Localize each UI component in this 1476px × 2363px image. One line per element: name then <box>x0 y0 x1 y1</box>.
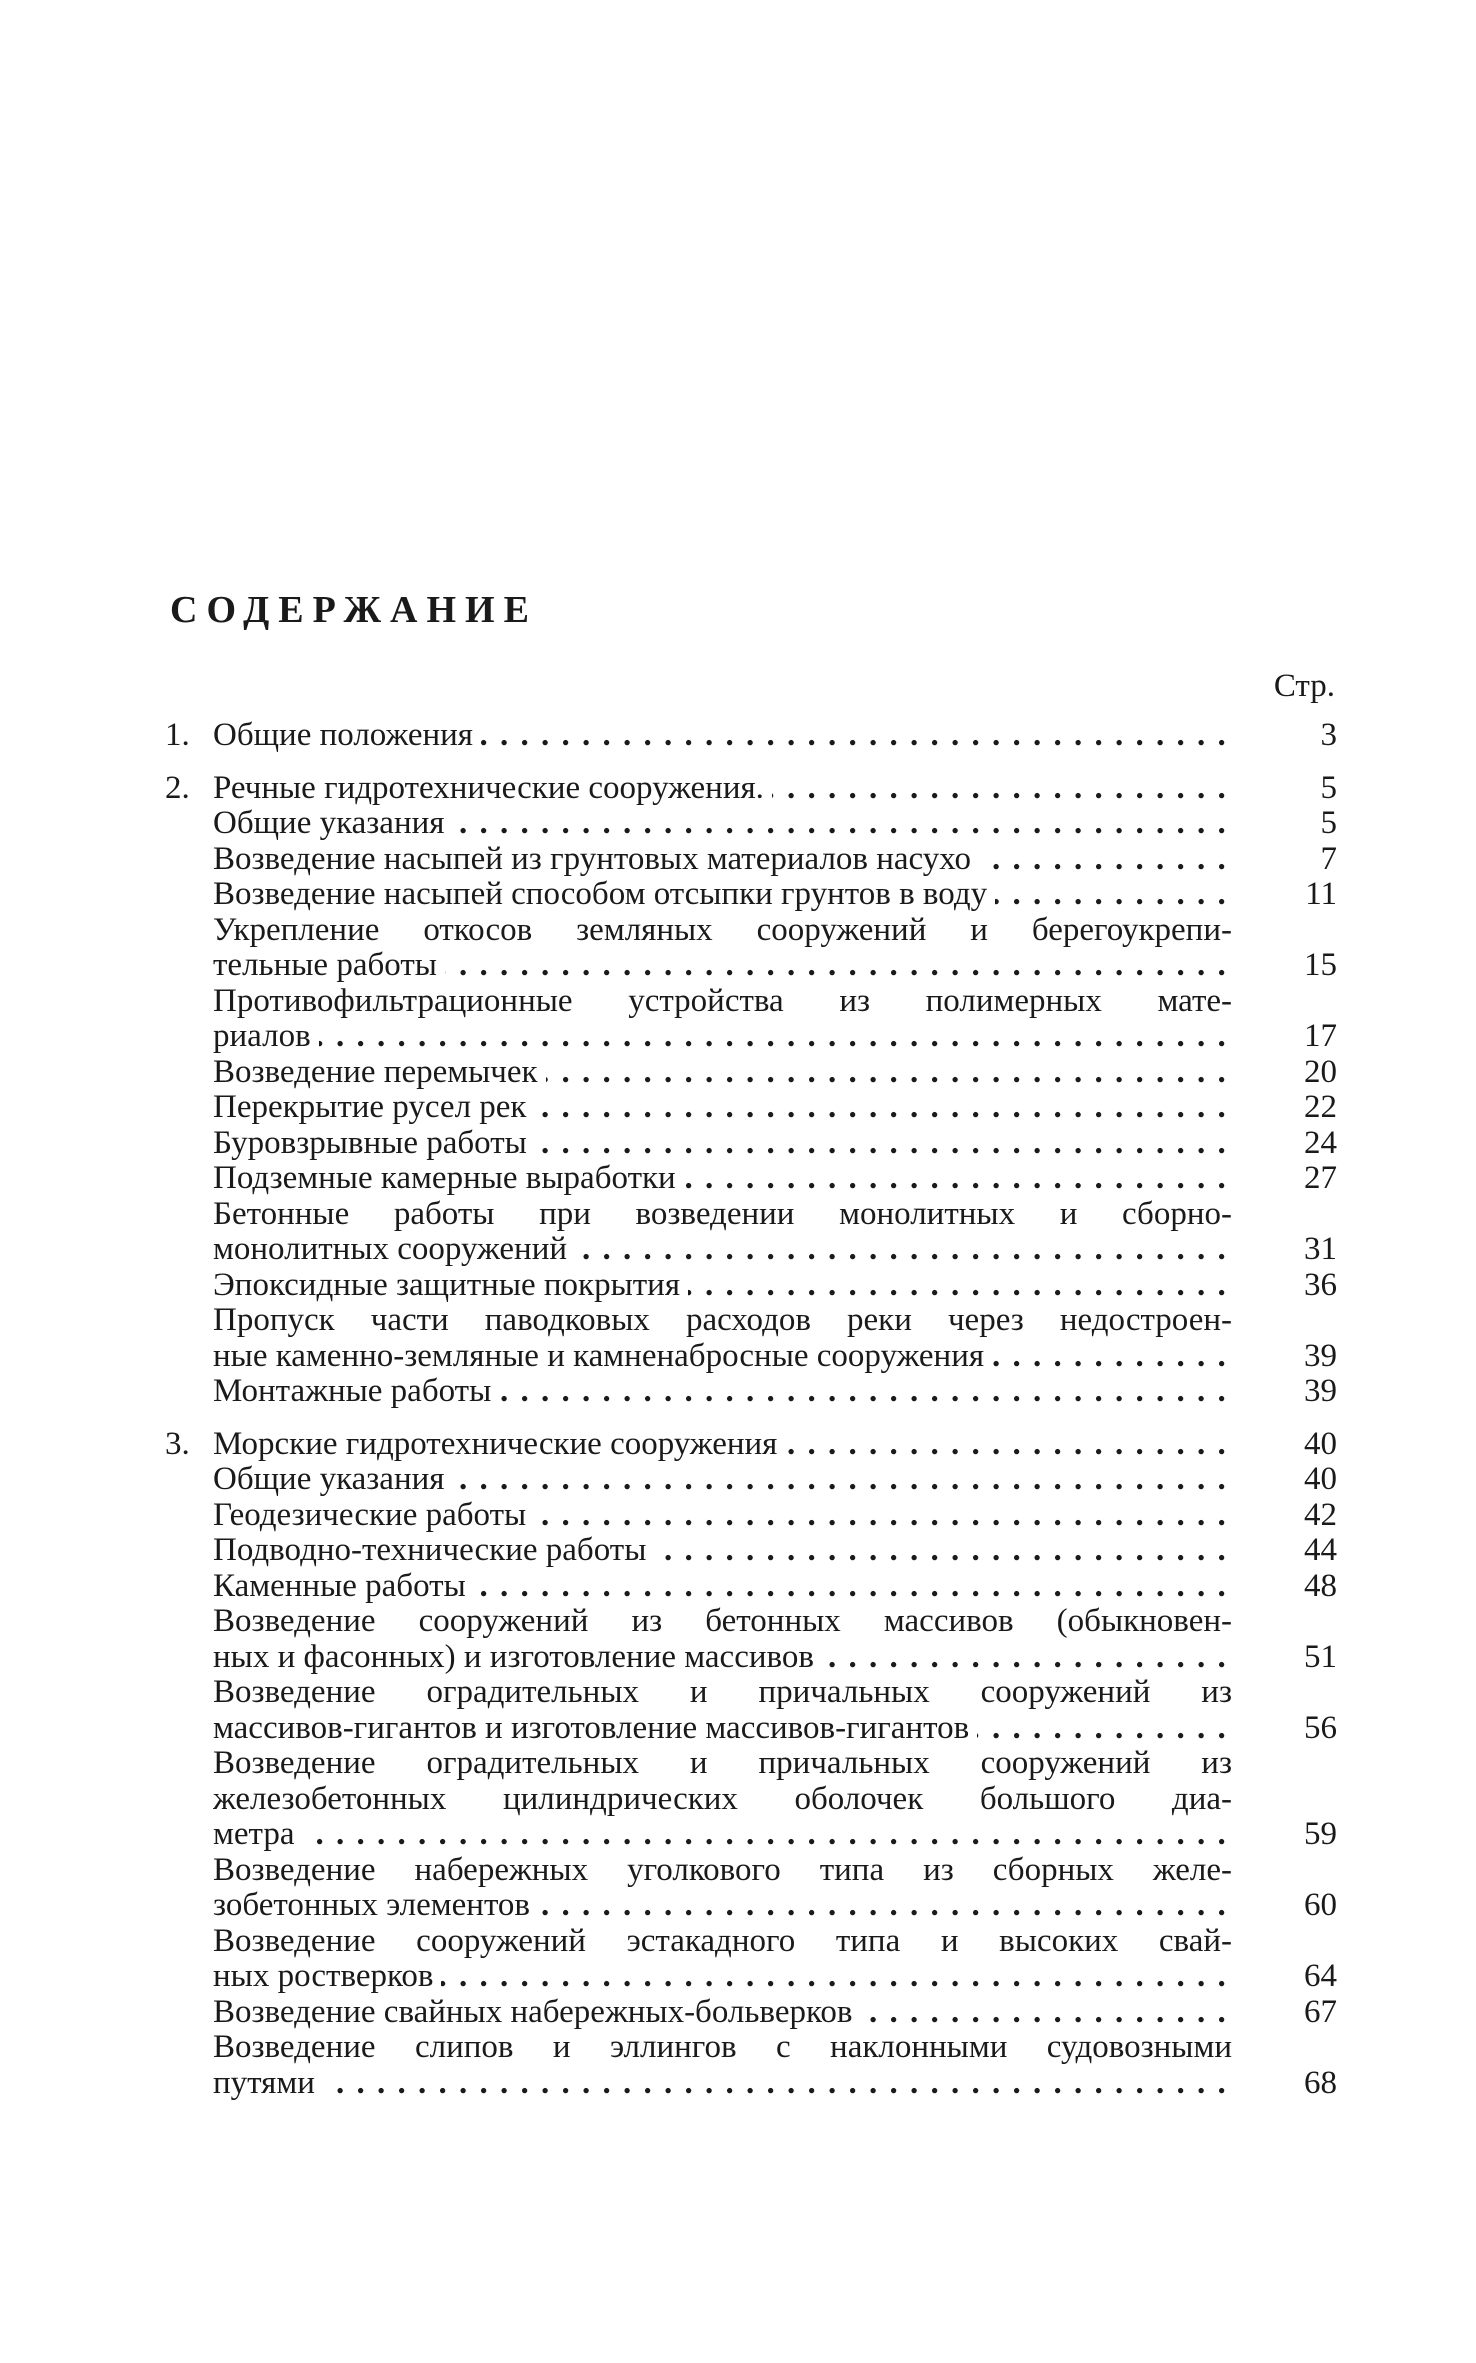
entry-title: Общие положения <box>213 718 481 753</box>
entry-text <box>213 1268 1232 1304</box>
page-number: 39 <box>1304 1338 1337 1374</box>
toc-line <box>165 1427 1337 1463</box>
page-number: 11 <box>1305 877 1337 912</box>
toc-line <box>165 806 1337 842</box>
entry-text <box>213 1995 1232 2031</box>
toc-line <box>165 1126 1337 1162</box>
entry-text <box>213 1090 1232 1126</box>
entry-text <box>213 2066 1232 2102</box>
entry-text <box>213 1374 1232 1410</box>
page-number: 59 <box>1304 1817 1337 1852</box>
entry-text <box>213 1817 1232 1853</box>
entry-title: Эпоксидные защитные покрытия <box>213 1268 688 1303</box>
entry-text <box>213 1675 1232 1711</box>
entry-title: Общие указания <box>213 806 452 841</box>
entry-title: Бетонные работы при возведении монолитных и сборно- <box>213 1196 1232 1232</box>
section-number: 2. <box>165 770 190 806</box>
section-gap <box>165 1410 1337 1427</box>
entry-text <box>213 1533 1232 1569</box>
entry-text <box>213 842 1232 878</box>
entry-text <box>213 1126 1232 1162</box>
entry-text <box>213 1711 1232 1747</box>
entry-title: Геодезические работы <box>213 1498 534 1533</box>
page-number: 48 <box>1304 1568 1337 1604</box>
toc-line <box>165 984 1337 1020</box>
entry-title: тельные работы <box>213 948 445 983</box>
page-number: 56 <box>1304 1710 1337 1746</box>
entry-title: Возведение свайных набережных-больверков <box>213 1995 860 2030</box>
page-number: 24 <box>1304 1125 1337 1161</box>
entry-title: Возведение набережных уголкового типа из сборных желе- <box>213 1852 1232 1888</box>
page-number: 7 <box>1320 841 1337 877</box>
entry-title: Общие указания <box>213 1462 452 1497</box>
entry-title: Морские гидротехнические сооружения <box>213 1427 785 1462</box>
toc-line <box>165 948 1337 984</box>
toc-section <box>165 1427 1337 2102</box>
toc-line <box>165 1995 1337 2031</box>
toc-line <box>165 1853 1337 1889</box>
entry-text <box>213 1339 1232 1375</box>
entry-text <box>213 984 1232 1020</box>
entry-text <box>213 913 1232 949</box>
entry-title: Подземные камерные выработки <box>213 1161 684 1196</box>
section-number: 1. <box>165 718 190 753</box>
entry-title: Пропуск части паводковых расходов реки через недостроен- <box>213 1303 1232 1338</box>
toc-section <box>165 771 1337 1410</box>
toc-line <box>165 1498 1337 1534</box>
entry-title: Возведение сооружений эстакадного типа и высоких свай- <box>213 1923 1232 1959</box>
entry-text <box>213 1019 1232 1055</box>
entry-text <box>213 948 1232 984</box>
entry-text <box>213 1232 1232 1268</box>
toc-line <box>165 1339 1337 1375</box>
toc-line <box>165 1055 1337 1091</box>
page-number: 36 <box>1304 1267 1337 1303</box>
entry-text <box>213 1462 1232 1498</box>
toc-line <box>165 1959 1337 1995</box>
entry-text <box>213 1569 1232 1605</box>
toc-line <box>165 1303 1337 1339</box>
entry-text <box>213 1782 1232 1818</box>
toc-line <box>165 2066 1337 2102</box>
toc-line <box>165 1268 1337 1304</box>
entry-title: ных ростверков <box>213 1959 441 1994</box>
page-number: 5 <box>1320 770 1337 806</box>
toc-line <box>165 1604 1337 1640</box>
entry-title: риалов <box>213 1019 319 1054</box>
toc-line <box>165 771 1337 807</box>
page-number: 60 <box>1304 1888 1337 1923</box>
entry-text <box>213 1161 1232 1197</box>
section-number: 3. <box>165 1426 190 1462</box>
page-number: 27 <box>1304 1161 1337 1196</box>
entry-text <box>213 806 1232 842</box>
entry-title: Противофильтрационные устройства из полимерных мате- <box>213 983 1232 1019</box>
page-title: СОДЕРЖАНИЕ <box>170 589 538 631</box>
entry-title: Речные гидротехнические сооружения. <box>213 771 772 806</box>
page-number: 44 <box>1304 1533 1337 1568</box>
entry-text <box>213 1924 1232 1960</box>
entry-title: Возведение насыпей из грунтовых материалов насухо <box>213 842 979 877</box>
toc-line <box>165 1197 1337 1233</box>
entry-title: Каменные работы <box>213 1569 474 1604</box>
toc-line <box>165 877 1337 913</box>
toc-line <box>165 913 1337 949</box>
page-number: 5 <box>1320 806 1337 841</box>
entry-text <box>213 718 1232 754</box>
toc-line <box>165 718 1337 754</box>
toc-line <box>165 1817 1337 1853</box>
section-gap <box>165 754 1337 771</box>
toc-line <box>165 842 1337 878</box>
page-number: 22 <box>1304 1090 1337 1125</box>
entry-text <box>213 1604 1232 1640</box>
entry-text <box>213 2030 1232 2066</box>
entry-text <box>213 1055 1232 1091</box>
entry-text <box>213 1888 1232 1924</box>
toc-line <box>165 1924 1337 1960</box>
toc-line <box>165 1711 1337 1747</box>
page-number: 68 <box>1304 2065 1337 2101</box>
toc-line <box>165 1232 1337 1268</box>
toc-line <box>165 1462 1337 1498</box>
page-number: 31 <box>1304 1232 1337 1267</box>
page-number: 20 <box>1304 1054 1337 1090</box>
entry-title: монолитных сооружений <box>213 1232 575 1267</box>
entry-title: Укрепление откосов земляных сооружений и берегоукрепи- <box>213 912 1232 948</box>
toc-section <box>165 718 1337 754</box>
page-number: 40 <box>1304 1462 1337 1497</box>
page-number: 39 <box>1304 1374 1337 1409</box>
toc-line <box>165 1019 1337 1055</box>
entry-title: Буровзрывные работы <box>213 1126 535 1161</box>
page-number: 42 <box>1304 1497 1337 1533</box>
entry-title: Возведение слипов и эллингов с наклонными судовозными <box>213 2030 1232 2065</box>
entry-title: Подводно-технические работы <box>213 1533 654 1568</box>
toc-line <box>165 1090 1337 1126</box>
entry-title: Возведение насыпей способом отсыпки грунтов в воду <box>213 877 995 912</box>
toc-line <box>165 1161 1337 1197</box>
entry-title: Перекрытие русел рек <box>213 1090 534 1125</box>
entry-text <box>213 1197 1232 1233</box>
page-number: 15 <box>1304 948 1337 983</box>
toc-line <box>165 1640 1337 1676</box>
entry-title: Возведение оградительных и причальных сооружений из <box>213 1746 1232 1781</box>
page-number: 64 <box>1304 1959 1337 1994</box>
toc-line <box>165 1782 1337 1818</box>
entry-title: Возведение перемычек <box>213 1055 546 1090</box>
toc-line <box>165 2030 1337 2066</box>
entry-title: массивов-гигантов и изготовление массивов-гигантов <box>213 1711 977 1746</box>
entry-title: ные каменно-земляные и камненабросные сооружения <box>213 1339 992 1374</box>
entry-text <box>213 1959 1232 1995</box>
page-number: 67 <box>1304 1994 1337 2030</box>
entry-title: Возведение оградительных и причальных сооружений из <box>213 1675 1232 1710</box>
entry-title: зобетонных элементов <box>213 1888 538 1923</box>
entry-text <box>213 1427 1232 1463</box>
entry-text <box>213 1746 1232 1782</box>
toc-line <box>165 1569 1337 1605</box>
toc-line <box>165 1746 1337 1782</box>
entry-title: железобетонных цилиндрических оболочек большого диа- <box>213 1781 1232 1817</box>
entry-text <box>213 1303 1232 1339</box>
toc-line <box>165 1675 1337 1711</box>
toc-line <box>165 1533 1337 1569</box>
entry-text <box>213 1498 1232 1534</box>
table-of-contents <box>165 718 1337 2101</box>
entry-title: Возведение сооружений из бетонных массивов (обыкновен- <box>213 1604 1232 1639</box>
entry-title: путями <box>213 2066 323 2101</box>
toc-line <box>165 1888 1337 1924</box>
entry-text <box>213 877 1232 913</box>
page-column-label: Стр. <box>1273 668 1335 704</box>
entry-text <box>213 771 1232 807</box>
toc-line <box>165 1374 1337 1410</box>
entry-title: Монтажные работы <box>213 1374 499 1409</box>
entry-title: метра <box>213 1817 303 1852</box>
entry-text <box>213 1640 1232 1676</box>
page-number: 40 <box>1304 1426 1337 1462</box>
page-number: 17 <box>1304 1019 1337 1054</box>
entry-title: ных и фасонных) и изготовление массивов <box>213 1640 822 1675</box>
page-number: 51 <box>1304 1639 1337 1675</box>
page-number: 3 <box>1320 718 1337 753</box>
entry-text <box>213 1853 1232 1889</box>
